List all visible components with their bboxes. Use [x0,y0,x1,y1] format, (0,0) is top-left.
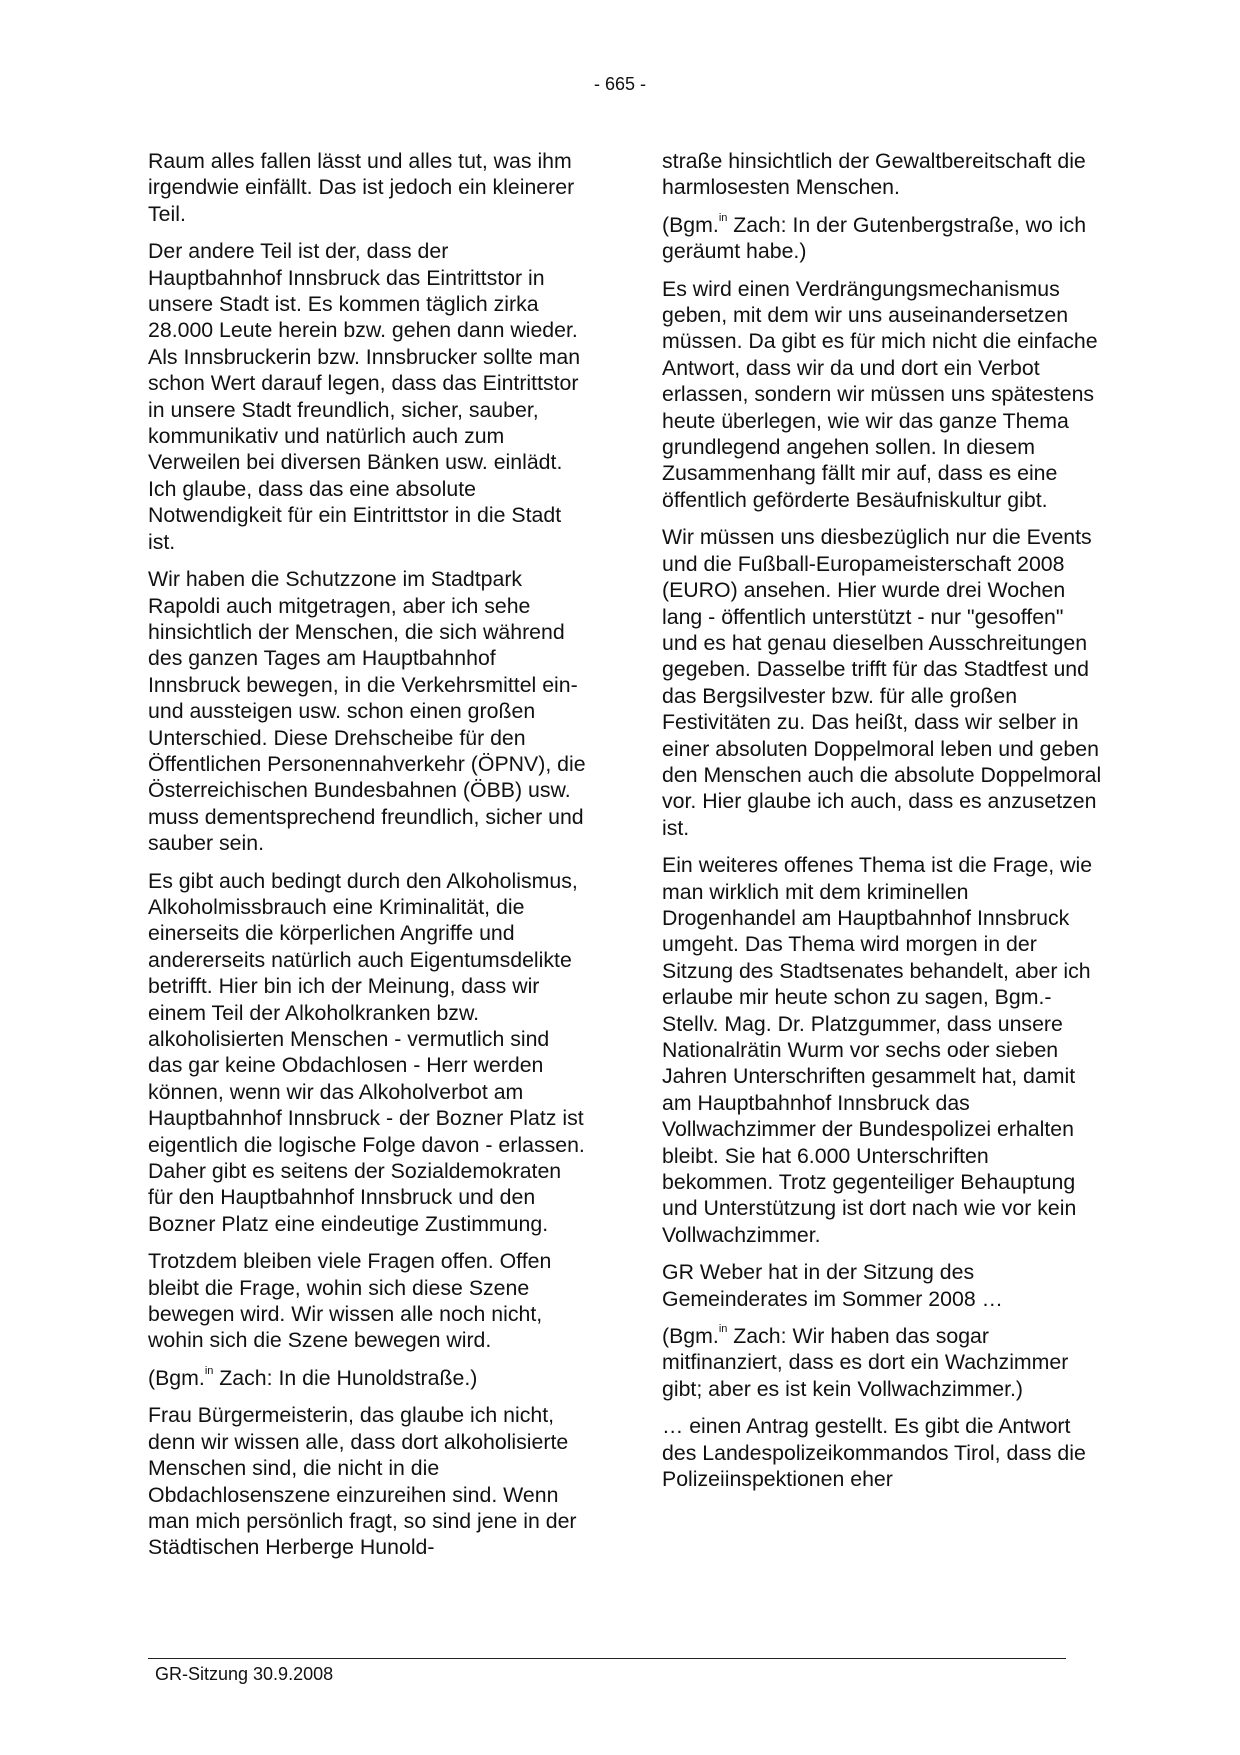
interjection [662,1323,1102,1402]
right-column [662,148,1102,1504]
paragraph: straße hinsichtlich der Gewaltbereitschaft die harmlosesten Menschen. [662,149,1086,200]
interjection-text: Zach: Wir haben das sogar mitfinanziert, dass es dort ein Wachzimmer gibt; aber es ist kein Vollwachzimmer.) [662,1324,1069,1401]
footer-divider [148,1658,1066,1659]
footer-text: GR-Sitzung 30.9.2008 [155,1664,334,1684]
interjection-speaker: (Bgm. [662,212,719,237]
paragraph: Der andere Teil ist der, dass der Hauptbahnhof Innsbruck das Eintrittstor in unsere Stadt ist. Es kommen täglich zirka 28.000 Leute herein bzw. gehen dann wieder. Als Innsbruckerin bzw. Innsbrucker sollte man schon Wert darauf legen, dass das Eintrittstor in unsere Stadt freundlich, sicher, sauber, kommunikativ und natürlich auch zum Verweilen bei diversen Bänken usw. einlädt. Ich glaube, dass das eine absolute Notwendigkeit für ein Eintrittstor in die Stadt ist. [148,239,581,554]
interjection-superscript: in [718,1322,728,1335]
paragraph: Raum alles fallen lässt und alles tut, was ihm irgendwie einfällt. Das ist jedoch ein kleinerer Teil. [148,149,575,226]
paragraph: Ein weiteres offenes Thema ist die Frage, wie man wirklich mit dem kriminellen Drogenhandel am Hauptbahnhof Innsbruck umgeht. Das Thema wird morgen in der Sitzung des Stadtsenates behandelt, aber ich erlaube mir heute schon zu sagen, Bgm.-Stellv. Mag. Dr. Platzgummer, dass unsere Nationalrätin Wurm vor sechs oder sieben Jahren Unterschriften gesammelt hat, damit am Hauptbahnhof Innsbruck das Vollwachzimmer der Bundespolizei erhalten bleibt. Sie hat 6.000 Unterschriften bekommen. Trotz gegenteiliger Behauptung und Unterstützung ist dort nach wie vor kein Vollwachzimmer. [662,853,1093,1247]
interjection [662,212,1102,265]
interjection-speaker: (Bgm. [662,1324,719,1349]
paragraph: Es wird einen Verdrängungsmechanismus geben, mit dem wir uns auseinandersetzen müssen. Da gibt es für mich nicht die einfache Antwort, dass wir da und dort ein Verbot erlassen, sondern wir müssen uns spätestens heute überlegen, wie wir das ganze Thema grundlegend angehen sollen. In diesem Zusammenhang fällt mir auf, dass es eine öffentlich geförderte Besäufniskultur gibt. [662,276,1098,512]
interjection-text: Zach: In der Gutenbergstraße, wo ich geräumt habe.) [662,212,1087,264]
paragraph: Frau Bürgermeisterin, das glaube ich nicht, denn wir wissen alle, dass dort alkoholisierte Menschen sind, die nicht in die Obdachlosenszene einzureihen sind. Wenn man mich persönlich fragt, so sind jene in der Städtischen Herberge Hunold- [148,1403,577,1560]
interjection-text: Zach: In die Hunoldstraße.) [213,1365,478,1390]
paragraph: Es gibt auch bedingt durch den Alkoholismus, Alkoholmissbrauch eine Kriminalität, die einerseits die körperlichen Angriffe und andererseits natürlich auch Eigentumsdelikte betrifft. Hier bin ich der Meinung, dass wir einem Teil der Alkoholkranken bzw. alkoholisierten Menschen - vermutlich sind das gar keine Obdachlosen - Herr werden können, wenn wir das Alkoholverbot am Hauptbahnhof Innsbruck - der Bozner Platz ist eigentlich die logische Folge davon - erlassen. Daher gibt es seitens der Sozialdemokraten für den Hauptbahnhof Innsbruck und den Bozner Platz eine eindeutige Zustimmung. [148,868,585,1236]
paragraph: GR Weber hat in der Sitzung des Gemeinderates im Sommer 2008 … [662,1260,1003,1311]
paragraph: Wir müssen uns diesbezüglich nur die Events und die Fußball-Europameisterschaft 2008 (EURO) ansehen. Hier wurde drei Wochen lang - öffentlich unterstützt - nur "gesoffen" und es hat genau dieselben Ausschreitungen gegeben. Dasselbe trifft für das Stadtfest und das Bergsilvester bzw. für alle großen Festivitäten zu. Das heißt, dass wir selber in einer absoluten Doppelmoral leben und geben den Menschen auch die absolute Doppelmoral vor. Hier glaube ich auch, dass es anzusetzen ist. [662,525,1102,840]
interjection-speaker: (Bgm. [148,1365,205,1390]
interjection [148,1365,588,1391]
paragraph: Wir haben die Schutzzone im Stadtpark Rapoldi auch mitgetragen, aber ich sehe hinsichtlich der Menschen, die sich während des ganzen Tages am Hauptbahnhof Innsbruck bewegen, in die Verkehrsmittel ein- und aussteigen usw. schon einen großen Unterschied. Diese Drehscheibe für den Öffentlichen Personennahverkehr (ÖPNV), die Österreichischen Bundesbahnen (ÖBB) usw. muss dementsprechend freundlich, sicher und sauber sein. [148,567,586,856]
paragraph: Trotzdem bleiben viele Fragen offen. Offen bleibt die Frage, wohin sich diese Szene bewegen wird. Wir wissen alle noch nicht, wohin sich die Szene bewegen wird. [148,1249,552,1353]
interjection-superscript: in [718,211,728,224]
paragraph: … einen Antrag gestellt. Es gibt die Antwort des Landespolizeikommandos Tirol, dass die Polizeiinspektionen eher [662,1414,1086,1492]
left-column [148,148,588,1572]
interjection-superscript: in [204,1364,214,1377]
page-number: - 665 - [593,74,647,94]
